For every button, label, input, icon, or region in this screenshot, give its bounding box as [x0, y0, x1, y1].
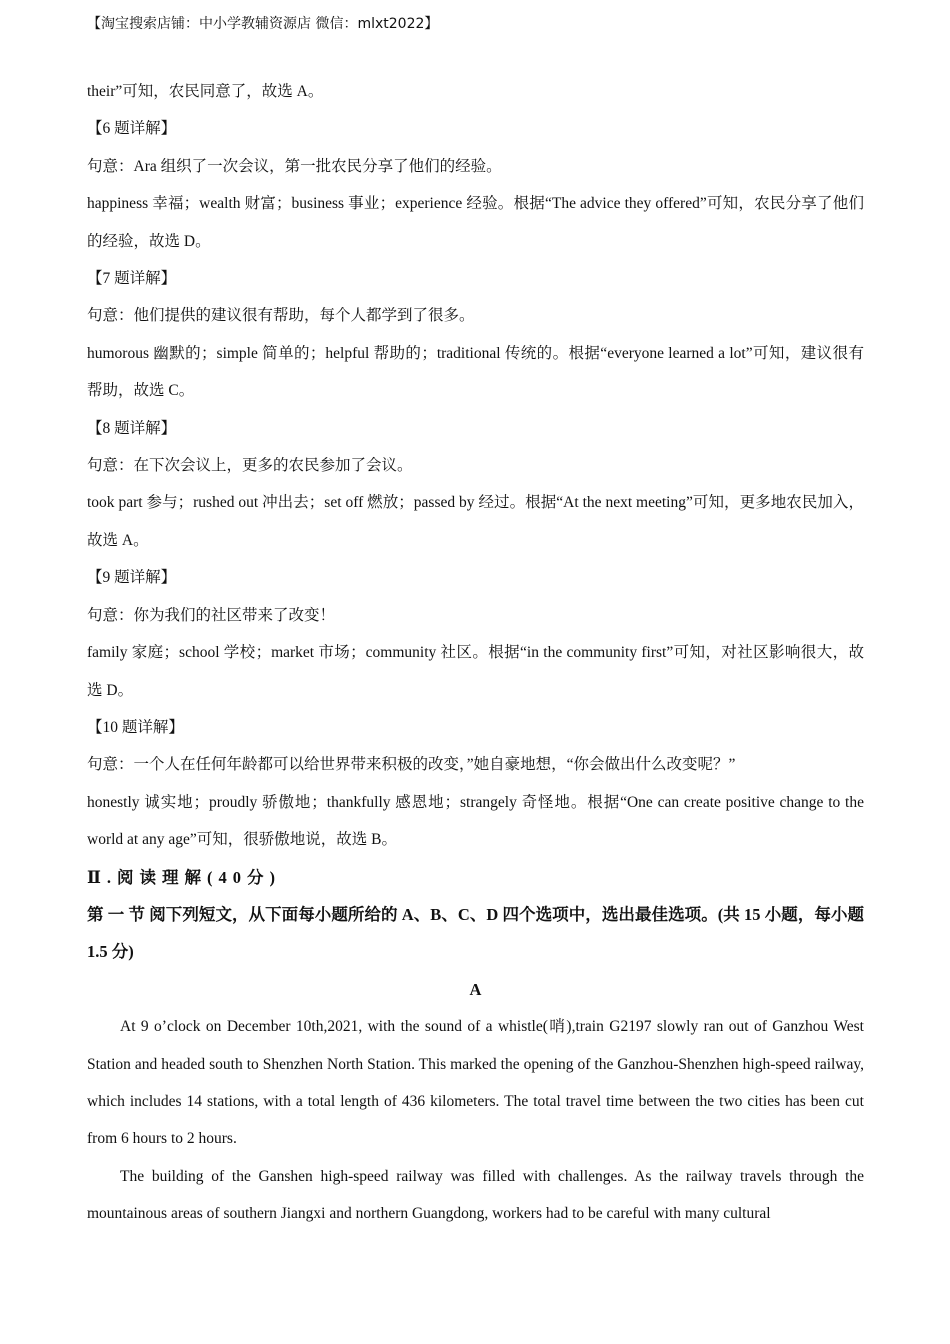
- question-heading: 【6 题详解】: [87, 120, 177, 138]
- passage-label: A: [469, 979, 482, 999]
- explanation-line: took part 参与；rushed out 冲出去；set off 燃放；passed by 经过。根据“At the next meeting”可知，更多地农民加入，故选 A。: [87, 494, 864, 549]
- question-heading: 【10 题详解】: [87, 718, 184, 736]
- explanation-line: 句意：他们提供的建议很有帮助，每个人都学到了很多。: [87, 307, 475, 325]
- explanation-line: 句意：在下次会议上，更多的农民参加了会议。: [87, 457, 413, 475]
- explanation-line: their”可知，农民同意了，故选 A。: [87, 83, 324, 100]
- explanation-line: family 家庭；school 学校；market 市场；community 社区。根据“in the community first”可知，对社区影响很大，故选 D。: [87, 644, 864, 699]
- question-heading: 【8 题详解】: [87, 419, 177, 437]
- explanation-line: 句意：你为我们的社区带来了改变！: [87, 606, 336, 624]
- explanation-line: happiness 幸福；wealth 财富；business 事业；experience 经验。根据“The advice they offered”可知，农民分享了他们的经验，故选 D。: [87, 195, 864, 250]
- section-title: Ⅱ.阅读理解(40分): [87, 867, 282, 887]
- question-heading: 【9 题详解】: [87, 569, 177, 587]
- store-header: 【淘宝搜索店铺：中小学教辅资源店 微信：mlxt2022】: [87, 16, 439, 32]
- explanation-line: honestly 诚实地；proudly 骄傲地；thankfully 感恩地；strangely 奇怪地。根据“One can create positive change to the world at any age”可知，很骄傲地说，故选 B。: [87, 793, 864, 849]
- section-instruction: 第 一 节 阅下列短文，从下面每小题所给的 A、B、C、D 四个选项中，选出最佳选项。(共 15 小题，每小题 1.5 分): [87, 904, 864, 962]
- explanation-line: 句意：Ara 组织了一次会议，第一批农民分享了他们的经验。: [87, 157, 502, 175]
- passage-paragraph: At 9 o’clock on December 10th,2021, with the sound of a whistle(哨),train G2197 slowly ran out of Ganzhou West Station and headed south to Shenzhen North Station. This marked the opening of the Ganzhou-Shenzhen high-speed railway, which includes 14 stations, with a total length of 436 kilometers. The total travel time between the two cities has been cut from 6 hours to 2 hours.: [87, 1018, 864, 1148]
- passage-paragraph: The building of the Ganshen high-speed railway was filled with challenges. As the railway travels through the mountainous areas of southern Jiangxi and northern Guangdong, workers had to be careful with many cultural: [87, 1167, 864, 1223]
- explanation-line: 句意：一个人在任何年龄都可以给世界带来积极的改变，”她自豪地想，“你会做出什么改变呢？”: [87, 756, 736, 774]
- explanation-line: humorous 幽默的；simple 简单的；helpful 帮助的；traditional 传统的。根据“everyone learned a lot”可知，建议很有帮助，故选 C。: [87, 344, 864, 400]
- document-body: [87, 73, 864, 1233]
- question-heading: 【7 题详解】: [87, 270, 177, 288]
